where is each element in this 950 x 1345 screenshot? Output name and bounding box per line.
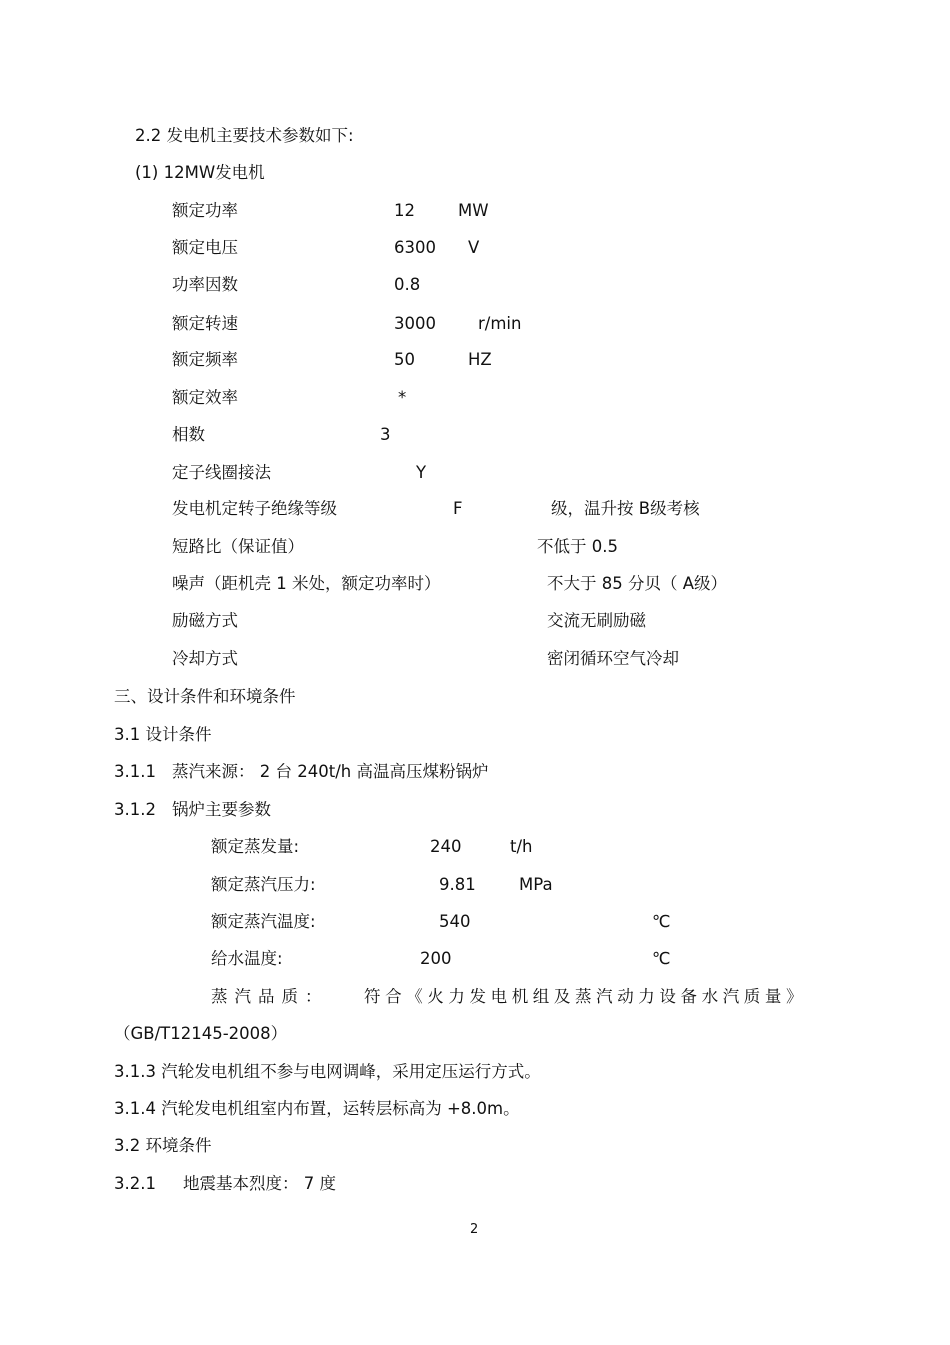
param-name: 功率因数 [172, 275, 238, 294]
param-name: 励磁方式 [172, 611, 238, 630]
param-name: 额定转速 [172, 314, 238, 333]
heading-2-2: 2.2 发电机主要技术参数如下: [135, 126, 354, 145]
param-value: 6300 [394, 238, 436, 257]
section-3-1-1-number: 3.1.1 [114, 762, 156, 781]
steam-quality-standard: （GB/T12145-2008） [114, 1024, 288, 1043]
param-name: 定子线圈接法 [172, 463, 271, 482]
boiler-param-value: 540 [439, 912, 471, 931]
param-name: 额定电压 [172, 238, 238, 257]
param-value: 不大于 85 分贝（ A级） [547, 574, 728, 593]
param-unit: MW [458, 201, 489, 220]
boiler-param-unit: ℃ [652, 912, 671, 931]
section-3-2-heading: 3.2 环境条件 [114, 1136, 212, 1155]
param-unit: r/min [478, 314, 522, 333]
boiler-param-value: 200 [420, 949, 452, 968]
boiler-param-name: 给水温度: [211, 949, 283, 968]
param-value: F [453, 499, 463, 518]
boiler-param-unit: ℃ [652, 949, 671, 968]
param-name: 冷却方式 [172, 649, 238, 668]
param-name: 额定功率 [172, 201, 238, 220]
section-3-1-2-text: 锅炉主要参数 [172, 800, 271, 819]
param-value: 3 [380, 425, 391, 444]
boiler-param-name: 额定蒸汽温度: [211, 912, 316, 931]
param-name: 噪声（距机壳 1 米处，额定功率时） [172, 574, 441, 593]
boiler-param-unit: MPa [519, 875, 553, 894]
section-3-1-heading: 3.1 设计条件 [114, 725, 212, 744]
param-value: 交流无刷励磁 [547, 611, 646, 630]
boiler-param-value: 9.81 [439, 875, 476, 894]
param-value: 不低于 0.5 [537, 537, 618, 556]
param-value: 50 [394, 350, 415, 369]
section-3-heading: 三、设计条件和环境条件 [114, 687, 296, 706]
steam-quality-text: 符合《火力发电机组及蒸汽动力设备水汽质量》 [364, 987, 808, 1006]
param-value: 密闭循环空气冷却 [547, 649, 679, 668]
section-3-2-1-text: 地震基本烈度： 7 度 [183, 1174, 336, 1193]
boiler-param-unit: t/h [510, 837, 533, 856]
param-value: 0.8 [394, 275, 421, 294]
page-number: 2 [470, 1222, 479, 1237]
steam-quality-label: 蒸汽品质： [211, 987, 329, 1006]
section-3-2-1-number: 3.2.1 [114, 1174, 156, 1193]
param-name: 额定效率 [172, 388, 238, 407]
section-3-1-3: 3.1.3 汽轮发电机组不参与电网调峰，采用定压运行方式。 [114, 1062, 541, 1081]
section-3-1-1-text: 蒸汽来源： 2 台 240t/h 高温高压煤粉锅炉 [172, 762, 489, 781]
boiler-param-name: 额定蒸发量: [211, 837, 300, 856]
param-value: 12 [394, 201, 415, 220]
section-3-1-2-number: 3.1.2 [114, 800, 156, 819]
param-value: Y [416, 463, 427, 482]
section-3-1-4: 3.1.4 汽轮发电机组室内布置，运转层标高为 +8.0m。 [114, 1099, 520, 1118]
param-unit: HZ [468, 350, 492, 369]
param-name: 额定频率 [172, 350, 238, 369]
param-value: * [398, 388, 407, 407]
param-name: 短路比（保证值） [172, 537, 304, 556]
param-value: 3000 [394, 314, 436, 333]
param-note: 级，温升按 B级考核 [551, 499, 700, 518]
param-name: 相数 [172, 425, 205, 444]
boiler-param-name: 额定蒸汽压力: [211, 875, 316, 894]
param-name: 发电机定转子绝缘等级 [172, 499, 337, 518]
boiler-param-value: 240 [430, 837, 462, 856]
generator-title: (1) 12MW发电机 [135, 163, 265, 182]
param-unit: V [468, 238, 480, 257]
